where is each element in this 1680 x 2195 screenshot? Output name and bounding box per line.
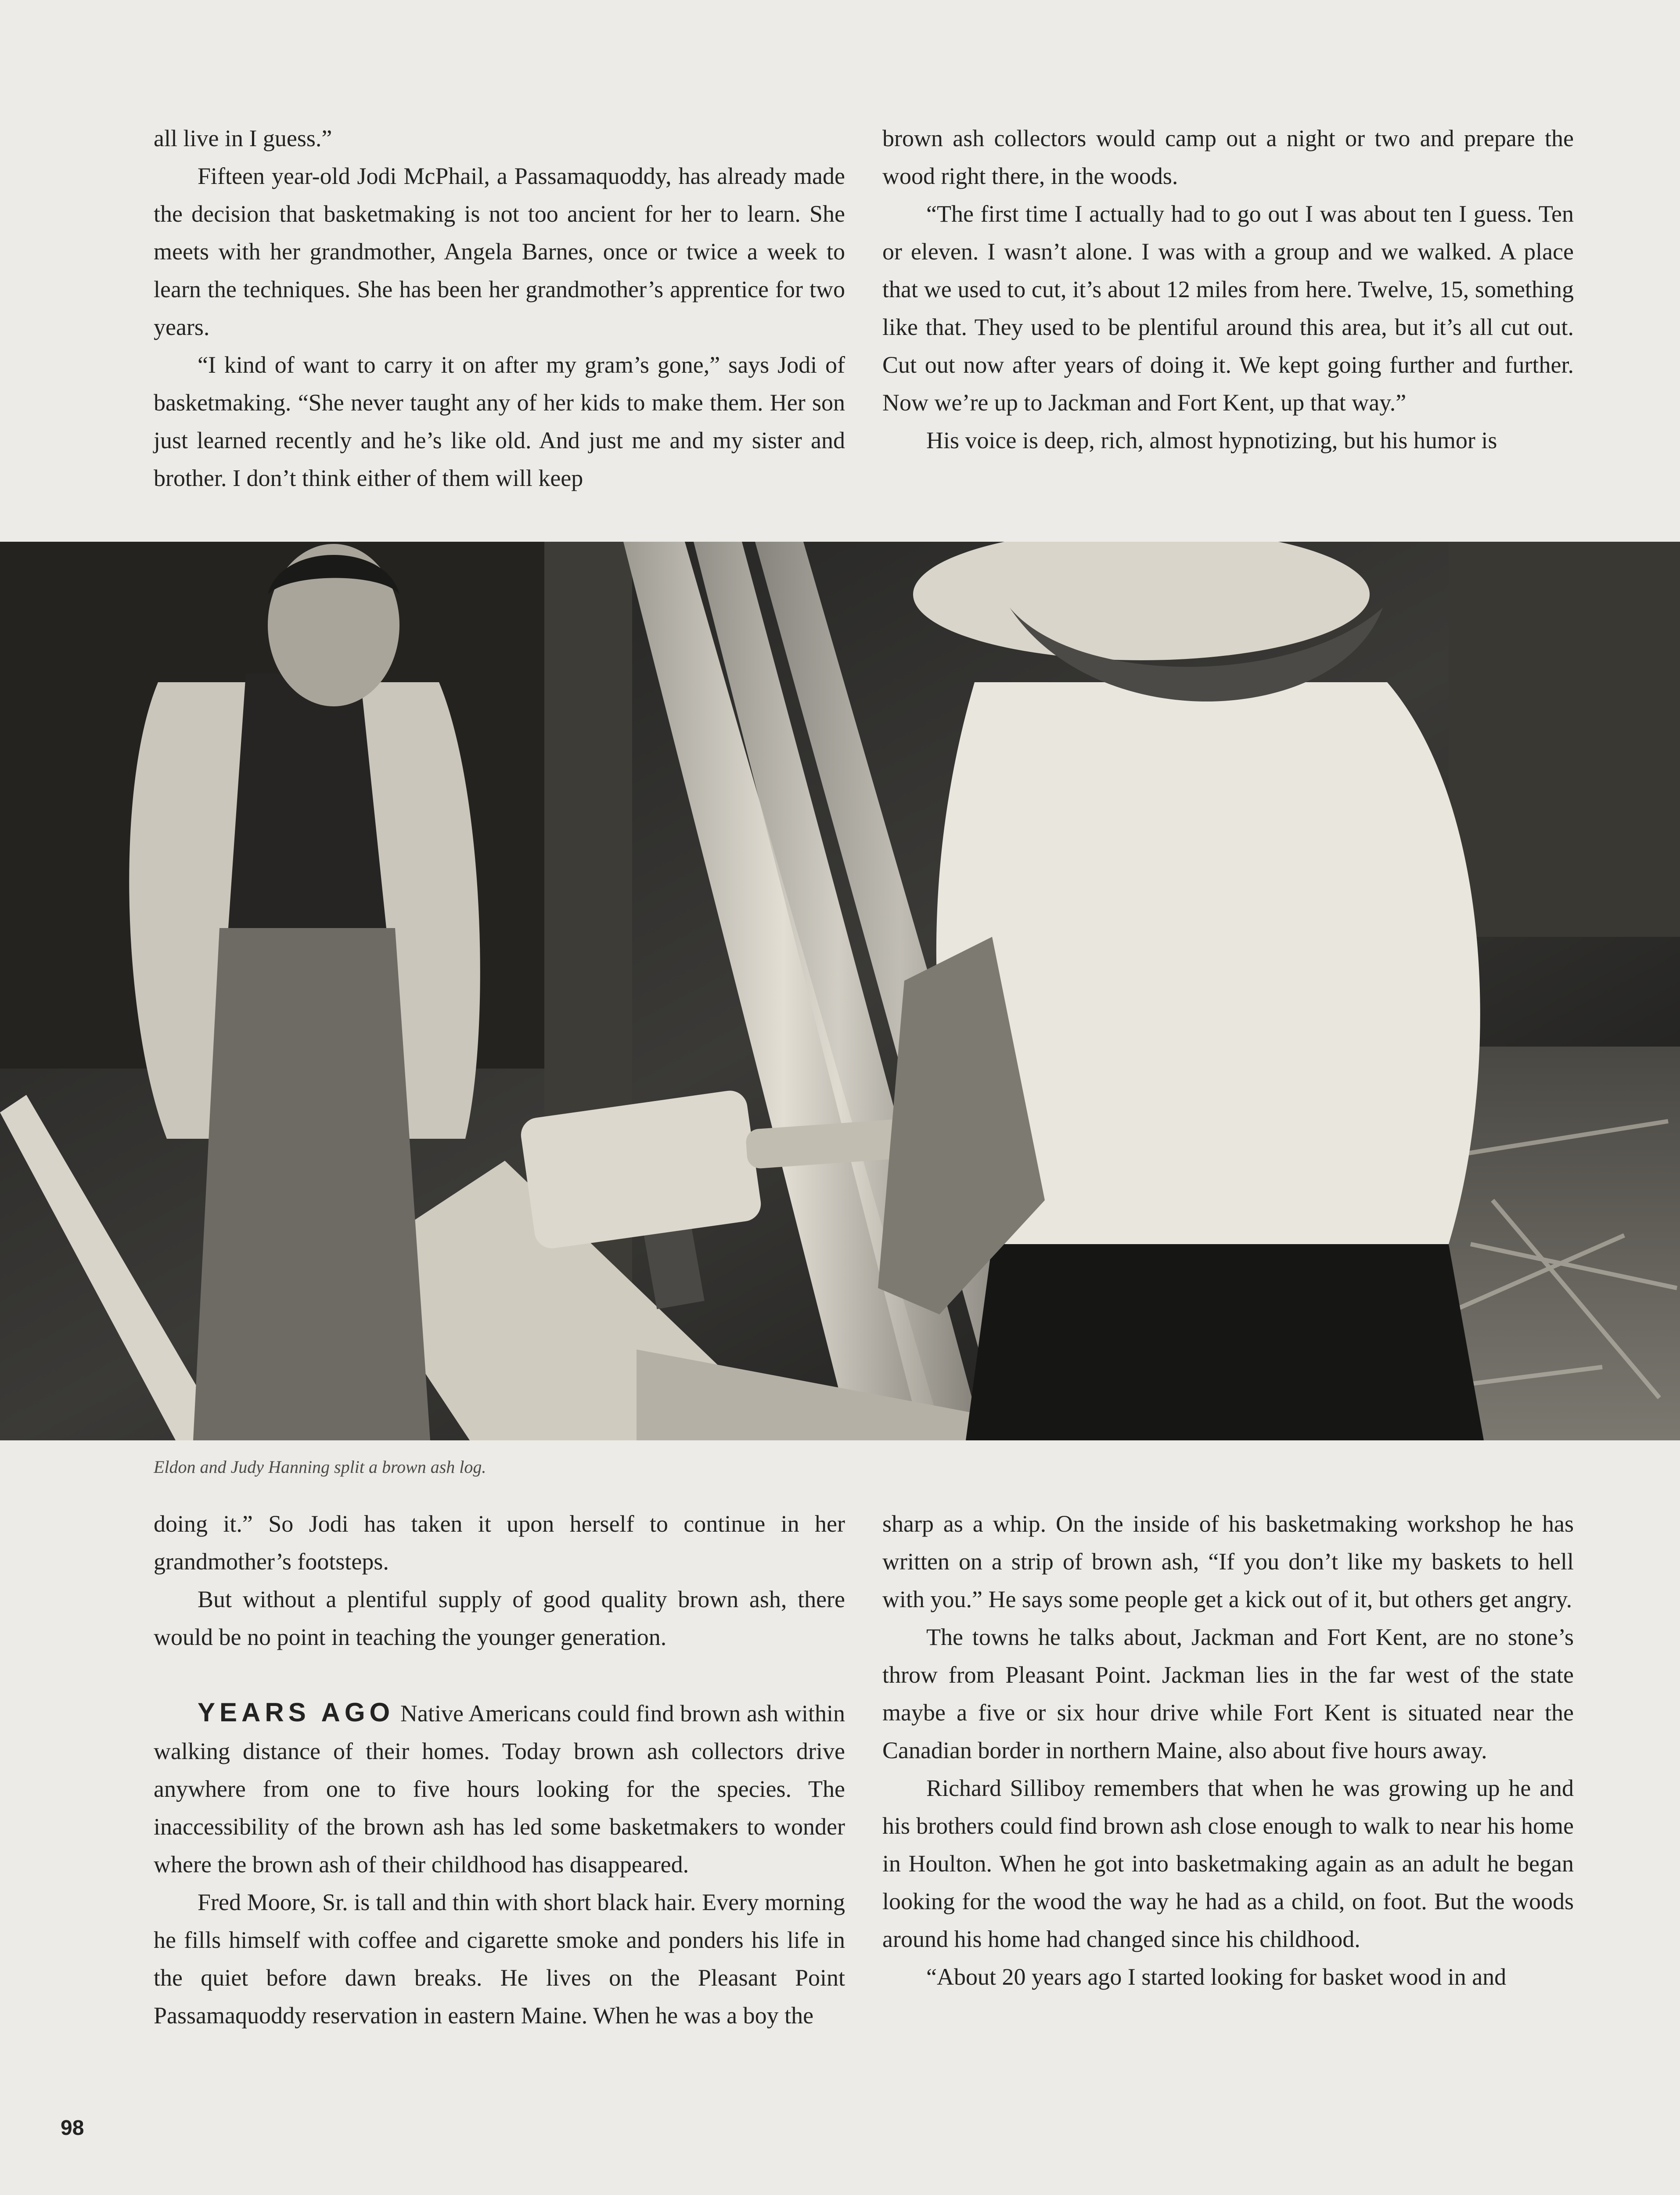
paragraph: doing it.” So Jodi has taken it upon herself to continue in her grandmother’s footsteps. xyxy=(154,1511,845,1575)
section-lead-in: YEARS AGO xyxy=(198,1698,395,1727)
top-right-column xyxy=(882,119,1574,459)
paragraph: brown ash collectors would camp out a night or two and prepare the wood right there, in the woods. xyxy=(882,125,1574,189)
bottom-left-column xyxy=(154,1505,845,2034)
paragraph: Fred Moore, Sr. is tall and thin with short black hair. Every morning he fills himself with coffee and cigarette smoke and ponders his life in the quiet before dawn breaks. He lives on the Pleasant Point Passamaquoddy reservation in eastern Maine. When he was a boy the xyxy=(154,1889,845,2029)
page-number: 98 xyxy=(61,2116,84,2140)
section-break xyxy=(154,1656,845,1694)
section-lead-paragraph xyxy=(154,1694,845,1883)
basketmaking-photo xyxy=(0,542,1680,1440)
paragraph: Fifteen year-old Jodi McPhail, a Passamaquoddy, has already made the decision that basketmaking is not too ancient for her to learn. She meets with her grandmother, Angela Barnes, once or twice a week to learn the techniques. She has been her grandmother’s apprentice for two years. xyxy=(154,163,845,340)
paragraph: His voice is deep, rich, almost hypnotizing, but his humor is xyxy=(926,427,1497,453)
paragraph-text: Native Americans could find brown ash within walking distance of their homes. Today brown ash collectors drive anywhere from one to five hours looking for the species. The inaccessibility of the brown ash has led some basketmakers to wonder where the brown ash of their childhood has disappeared. xyxy=(154,1700,845,1878)
photo-illustration xyxy=(0,542,1680,1440)
top-left-column xyxy=(154,119,845,497)
paragraph: The towns he talks about, Jackman and Fort Kent, are no stone’s throw from Pleasant Point. Jackman lies in the far west of the state maybe a five or six hour drive while Fort Kent is situated near the Canadian border in northern Maine, also about five hours away. xyxy=(882,1624,1574,1763)
paragraph: all live in I guess.” xyxy=(154,125,332,151)
bottom-right-column xyxy=(882,1505,1574,1996)
photo-caption: Eldon and Judy Hanning split a brown ash log. xyxy=(154,1457,486,1477)
paragraph: “I kind of want to carry it on after my gram’s gone,” says Jodi of basketmaking. “She never taught any of her kids to make them. Her son just learned recently and he’s like old. And just me and my sister and brother. I don’t think either of them will keep xyxy=(154,352,845,491)
paragraph: “The first time I actually had to go out I was about ten I guess. Ten or eleven. I wasn’t alone. I was with a group and we walked. A place that we used to cut, it’s about 12 miles from here. Twelve, 15, something like that. They used to be plentiful around this area, but it’s all cut out. Cut out now after years of doing it. We kept going further and further. Now we’re up to Jackman and Fort Kent, up that way.” xyxy=(882,201,1574,416)
paragraph: sharp as a whip. On the inside of his basketmaking workshop he has written on a strip of brown ash, “If you don’t like my baskets to hell with you.” He says some people get a kick out of it, but others get angry. xyxy=(882,1511,1574,1612)
paragraph: Richard Silliboy remembers that when he was growing up he and his brothers could find brown ash close enough to walk to near his home in Houlton. When he got into basketmaking again as an adult he began looking for the wood the way he had as a child, on foot. But the woods around his home had changed since his childhood. xyxy=(882,1775,1574,1952)
paragraph: But without a plentiful supply of good quality brown ash, there would be no point in teaching the younger generation. xyxy=(154,1586,845,1650)
paragraph: “About 20 years ago I started looking for basket wood in and xyxy=(926,1964,1507,1990)
